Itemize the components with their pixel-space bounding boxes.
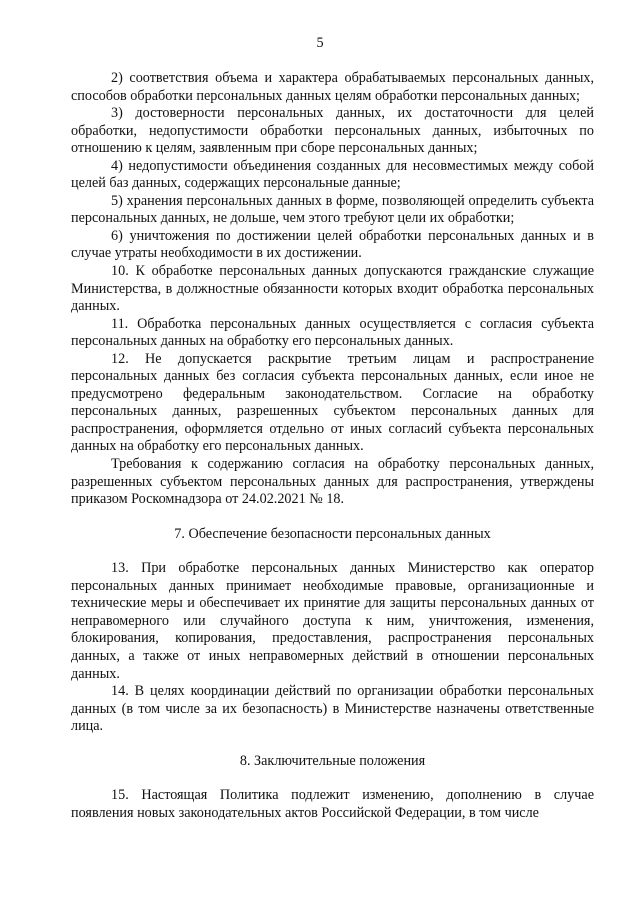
paragraph-principle-2: 2) соответствия объема и характера обрабатываемых персональных данных, способов обработки персональных данных целям обработки персональных данных; bbox=[71, 70, 594, 104]
document-body bbox=[71, 70, 594, 822]
paragraph-principle-5: 5) хранения персональных данных в форме, позволяющей определить субъекта персональных данных, не дольше, чем этого требуют цели их обработки; bbox=[71, 192, 594, 227]
section-heading-7: 7. Обеспечение безопасности персональных данных bbox=[174, 525, 491, 542]
paragraph-clause-10: 10. К обработке персональных данных допускаются гражданские служащие Министерства, в должностные обязанности которых входит обработка персональных данных. bbox=[71, 263, 594, 315]
paragraph-clause-14: 14. В целях координации действий по организации обработки персональных данных (в том числе за их безопасность) в Министерстве назначены ответственные лица. bbox=[71, 683, 594, 735]
paragraph-clause-12: 12. Не допускается раскрытие третьим лицам и распространение персональных данных без согласия субъекта персональных данных, если иное не предусмотрено федеральным законодательством. Согласие на обработку персональных данных, разрешенных субъектом персональных данных для распространения, оформляется отдельно от иных согласий субъекта персональных данных на обработку его персональных данных. bbox=[71, 350, 594, 455]
spacer bbox=[71, 543, 594, 560]
paragraph-clause-13: 13. При обработке персональных данных Министерство как оператор персональных данных принимает необходимые правовые, организационные и технические меры и обеспечивает их принятие для защиты персональных данных от неправомерного или случайного доступа к ним, уничтожения, изменения, блокирования, копирования, предоставления, распространения персональных данных, а также от иных неправомерных действий в отношении персональных данных. bbox=[71, 560, 594, 682]
paragraph-clause-15: 15. Настоящая Политика подлежит изменению, дополнению в случае появления новых законодательных актов Российской Федерации, в том числе bbox=[71, 787, 594, 821]
page-number: 5 bbox=[316, 35, 324, 51]
spacer bbox=[71, 770, 594, 787]
paragraph-principle-6: 6) уничтожения по достижении целей обработки персональных данных и в случае утраты необходимости в их достижении. bbox=[71, 227, 594, 262]
paragraph-principle-4: 4) недопустимости объединения созданных для несовместимых между собой целей баз данных, содержащих персональные данные; bbox=[71, 157, 594, 192]
section-heading-8: 8. Заключительные положения bbox=[239, 752, 426, 769]
paragraph-clause-11: 11. Обработка персональных данных осуществляется с согласия субъекта персональных данных на обработку его персональных данных. bbox=[71, 315, 594, 350]
paragraph-principle-3: 3) достоверности персональных данных, их достаточности для целей обработки, недопустимости обработки персональных данных, избыточных по отношению к целям, заявленным при сборе персональных данных; bbox=[71, 105, 594, 157]
paragraph-consent-requirements: Требования к содержанию согласия на обработку персональных данных, разрешенных субъектом персональных данных для распространения, утверждены приказом Роскомнадзора от 24.02.2021 № 18. bbox=[71, 456, 594, 508]
spacer bbox=[71, 736, 594, 753]
spacer bbox=[71, 509, 594, 526]
